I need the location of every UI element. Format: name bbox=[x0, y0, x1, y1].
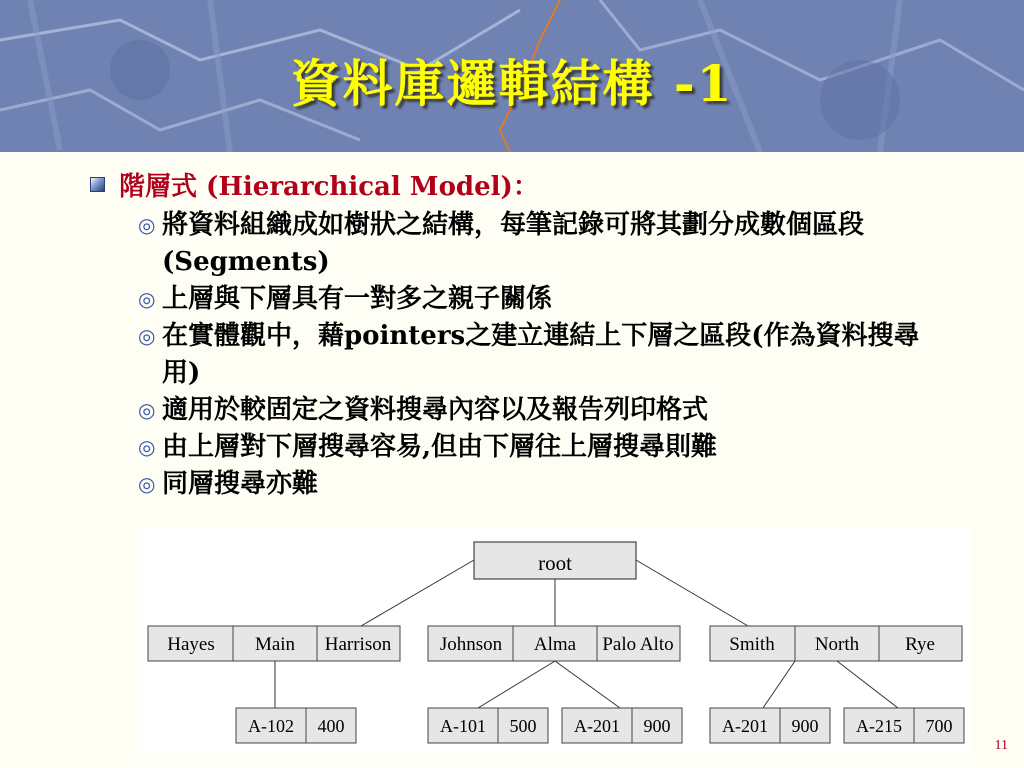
heading-text: 階層式 (Hierarchical Model)： bbox=[119, 172, 539, 202]
bullet-text: 將資料組織成如樹狀之結構，每筆記錄可將其劃分成數個區段(Segments) bbox=[162, 210, 865, 277]
bullet-item bbox=[138, 281, 986, 318]
hierarchy-tree bbox=[138, 528, 972, 753]
slide-content bbox=[86, 166, 986, 503]
swirl-bullet-icon: ◎ bbox=[138, 324, 156, 348]
account-node bbox=[844, 708, 964, 743]
account-number: A-215 bbox=[856, 716, 902, 736]
account-balance: 900 bbox=[643, 716, 671, 736]
account-number: A-201 bbox=[574, 716, 620, 736]
root-label: root bbox=[538, 551, 572, 575]
customer-city: Palo Alto bbox=[602, 634, 674, 655]
customer-node bbox=[148, 626, 400, 661]
page-number: 11 bbox=[994, 738, 1008, 753]
bullet-text: 在實體觀中，藉pointers之建立連結上下層之區段(作為資料搜尋用) bbox=[162, 321, 920, 388]
account-node bbox=[562, 708, 682, 743]
swirl-bullet-icon: ◎ bbox=[138, 398, 156, 422]
edge bbox=[555, 661, 620, 708]
edge bbox=[478, 661, 555, 708]
account-balance: 500 bbox=[509, 716, 537, 736]
bullet-text: 同層搜尋亦難 bbox=[162, 469, 319, 499]
account-number: A-201 bbox=[722, 716, 768, 736]
edge bbox=[763, 661, 795, 708]
customer-street: Alma bbox=[533, 634, 577, 655]
account-node bbox=[710, 708, 830, 743]
slide-header bbox=[0, 0, 1024, 152]
account-number: A-102 bbox=[248, 716, 294, 736]
slide-title: 資料庫邏輯結構 -1 bbox=[290, 54, 734, 113]
account-balance: 700 bbox=[925, 716, 953, 736]
customer-street: Main bbox=[254, 634, 296, 655]
customer-name: Johnson bbox=[439, 634, 503, 655]
account-balance: 400 bbox=[317, 716, 345, 736]
account-node bbox=[236, 708, 356, 743]
square-bullet-icon bbox=[90, 177, 105, 192]
bullet-item bbox=[138, 429, 986, 466]
account-number: A-101 bbox=[440, 716, 486, 736]
bullet-item bbox=[138, 392, 986, 429]
bullet-text: 由上層對下層搜尋容易,但由下層往上層搜尋則難 bbox=[162, 432, 718, 462]
edge bbox=[837, 661, 898, 708]
hierarchy-diagram bbox=[138, 528, 972, 753]
edge bbox=[361, 560, 474, 626]
swirl-bullet-icon: ◎ bbox=[138, 287, 156, 311]
edge bbox=[636, 560, 748, 626]
account-balance: 900 bbox=[791, 716, 819, 736]
bullet-item bbox=[138, 318, 986, 392]
heading-item bbox=[86, 166, 986, 203]
account-node bbox=[428, 708, 548, 743]
bullet-item bbox=[138, 466, 986, 503]
bullet-item bbox=[138, 207, 986, 281]
customer-city: Rye bbox=[905, 634, 935, 655]
swirl-bullet-icon: ◎ bbox=[138, 213, 156, 237]
swirl-bullet-icon: ◎ bbox=[138, 435, 156, 459]
customer-node bbox=[428, 626, 680, 661]
bullet-text: 適用於較固定之資料搜尋內容以及報告列印格式 bbox=[162, 395, 709, 425]
customer-node bbox=[710, 626, 962, 661]
swirl-bullet-icon: ◎ bbox=[138, 472, 156, 496]
customer-name: Smith bbox=[729, 634, 775, 655]
bullet-text: 上層與下層具有一對多之親子關係 bbox=[162, 284, 553, 314]
customer-name: Hayes bbox=[167, 634, 215, 655]
customer-city: Harrison bbox=[324, 634, 392, 655]
customer-street: North bbox=[814, 634, 860, 655]
